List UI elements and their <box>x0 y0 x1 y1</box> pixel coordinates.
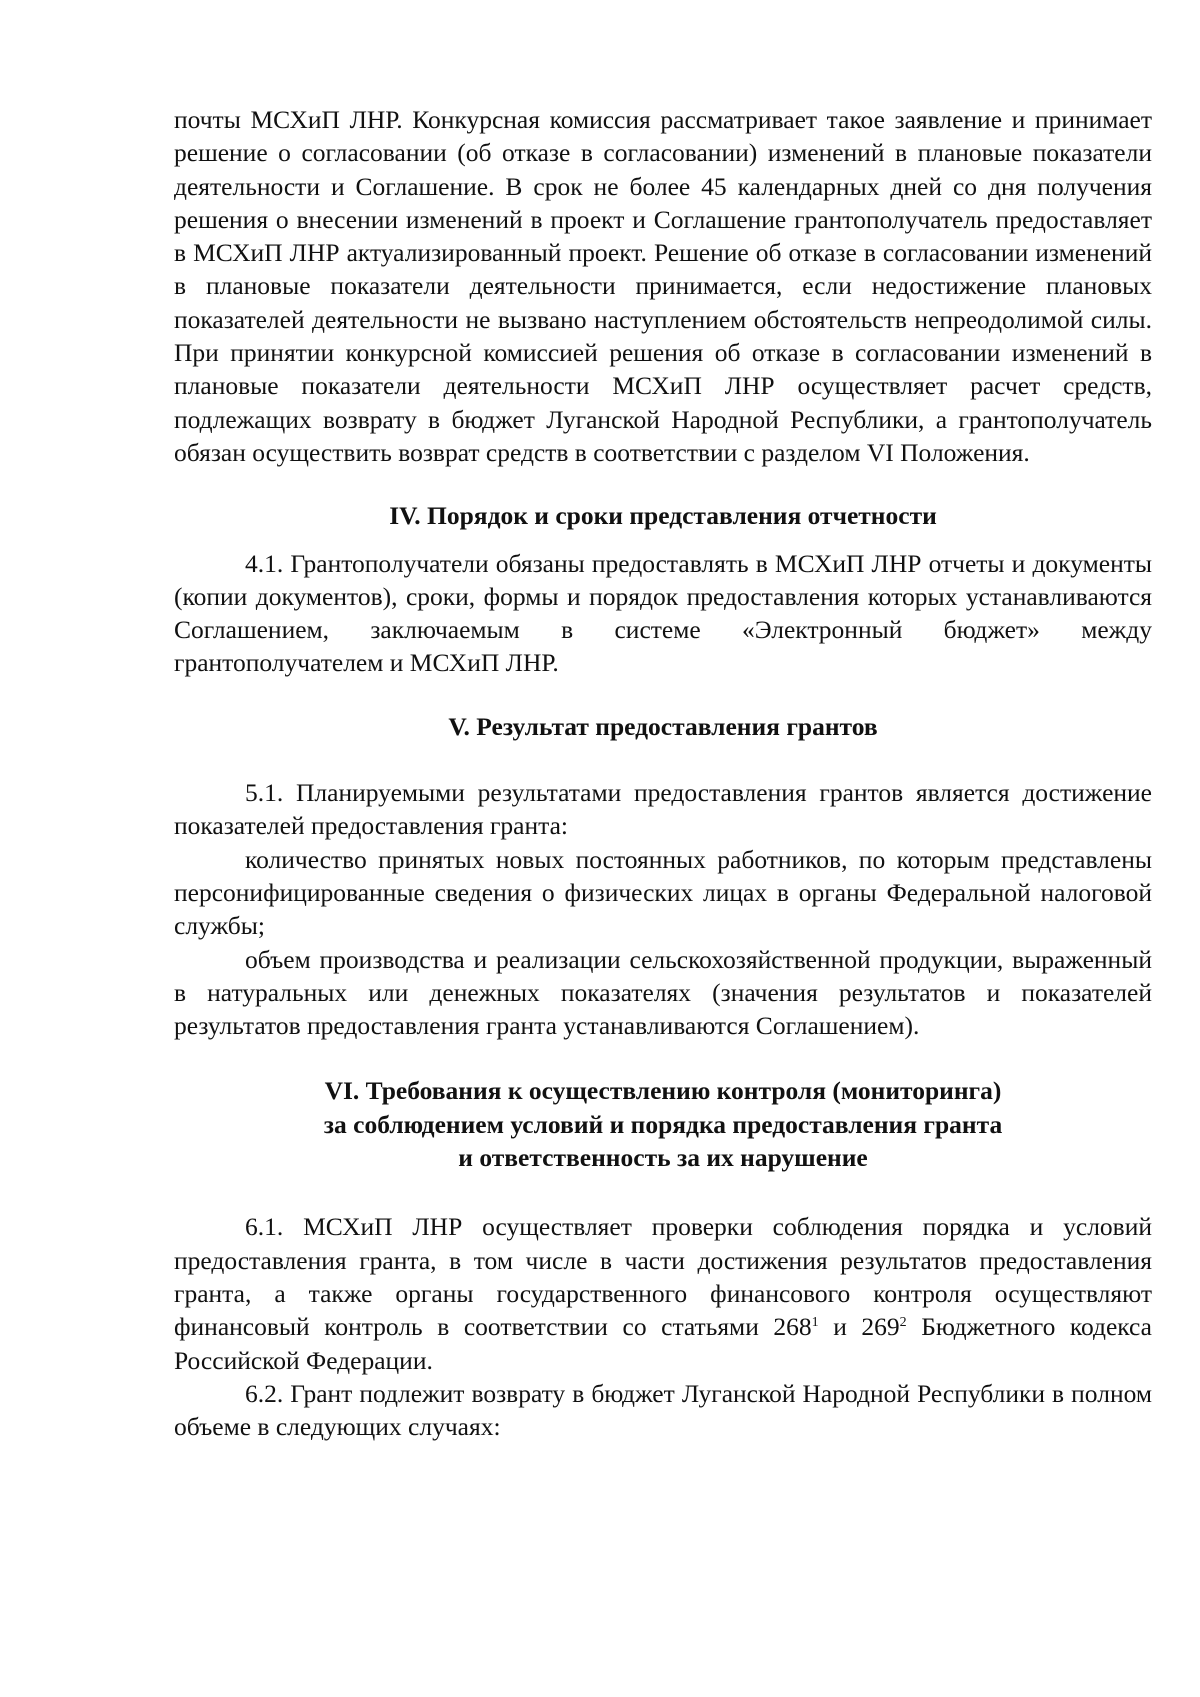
document-page <box>174 103 1152 1443</box>
superscript-2: 2 <box>899 1315 907 1331</box>
section-vi-heading <box>174 1074 1152 1174</box>
paragraph-continuation: почты МСХиП ЛНР. Конкурсная комиссия рассматривает такое заявление и принимает решение о согласовании (об отказе в согласовании) изменений в плановые показатели деятельности и Соглашение. В срок не более 45 календарных дней со дня получения решения о внесении изменений в проект и Соглашение грантополучатель предоставляет в МСХиП ЛНР актуализированный проект. Решение об отказе в согласовании изменений в плановые показатели деятельности принимается, если недостижение плановых показателей деятельности не вызвано наступлением обстоятельств непреодолимой силы. При принятии конкурсной комиссией решения об отказе в согласовании изменений в плановые показатели деятельности МСХиП ЛНР осуществляет расчет средств, подлежащих возврату в бюджет Луганской Народной Республики, а грантополучатель обязан осуществить возврат средств в соответствии с разделом VI Положения. <box>174 105 1152 467</box>
paragraph-5-1: 5.1. Планируемыми результатами предоставления грантов является достижение показателей предоставления гранта: <box>174 778 1152 841</box>
section-vi-heading-line-2: за соблюдением условий и порядка предоставления гранта <box>323 1109 1003 1139</box>
paragraph-6-1-text-a: 6.1. МСХиП ЛНР осуществляет проверки соблюдения порядка и условий предоставления гранта, в том числе в части достижения результатов предоставления гранта, а также органы государственного финансового контроля осуществляют финансовый контроль в соответствии со статьями 268 <box>174 1212 1152 1342</box>
paragraph-5-1-item-employees: количество принятых новых постоянных работников, по которым представлены персонифицированные сведения о физических лицах в органы Федеральной налоговой службы; <box>174 844 1152 941</box>
paragraph-4-1: 4.1. Грантополучатели обязаны предоставлять в МСХиП ЛНР отчеты и документы (копии документов), сроки, формы и порядок предоставления которых устанавливаются Соглашением, заключаемым в системе «Электронный бюджет» между грантополучателем и МСХиП ЛНР. <box>174 548 1152 678</box>
paragraph-6-1 <box>174 1210 1152 1376</box>
paragraph-6-1-text-c: Бюджетного кодекса Российской Федерации. <box>174 1312 1152 1375</box>
superscript-1: 1 <box>811 1315 819 1331</box>
section-iv-heading: IV. Порядок и сроки представления отчетности <box>389 501 937 531</box>
paragraph-6-2: 6.2. Грант подлежит возврату в бюджет Луганской Народной Республики в полном объеме в следующих случаях: <box>174 1378 1152 1442</box>
section-v-heading: V. Результат предоставления грантов <box>448 711 878 741</box>
paragraph-6-1-text-b: и 269 <box>818 1312 900 1342</box>
section-vi-heading-line-3: и ответственность за их нарушение <box>458 1143 868 1173</box>
paragraph-5-1-item-production: объем производства и реализации сельскохозяйственной продукции, выраженный в натуральных или денежных показателях (значения результатов и показателей результатов предоставления гранта устанавливаются Соглашением). <box>174 944 1152 1041</box>
section-vi-heading-line-1: VI. Требования к осуществлению контроля (мониторинга) <box>324 1076 1002 1106</box>
